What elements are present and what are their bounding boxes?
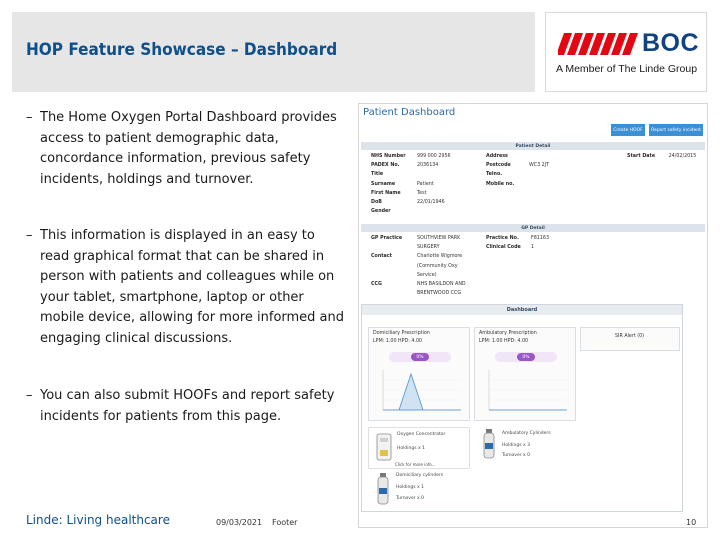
bullet-text: The Home Oxygen Portal Dashboard provides access to patient demographic data, concordance information, previous safety incidents, holdings and turnover. bbox=[40, 110, 337, 187]
bullet-text: This information is displayed in an easy to read graphical format that can be shared in person with patients and colleagues while on your tablet, smartphone, laptop or other mobile device, allowing for more informed and engaging clinical discussions. bbox=[40, 228, 345, 346]
sir-alert-card[interactable] bbox=[580, 327, 680, 351]
bullet-item bbox=[26, 226, 346, 349]
oxygen-concentrator-card[interactable] bbox=[368, 427, 470, 469]
click-more-link[interactable]: Click for more info... bbox=[395, 462, 436, 467]
footer-text: Footer bbox=[272, 518, 298, 527]
ambulatory-title: Ambulatory Prescription bbox=[479, 331, 537, 336]
domiciliary-cylinders-holdings: Holdings x 1 bbox=[396, 485, 424, 490]
slide-title: HOP Feature Showcase – Dashboard bbox=[26, 40, 338, 60]
gp-detail-header: GP Detail bbox=[361, 224, 705, 232]
dashboard-header: Dashboard bbox=[362, 305, 682, 315]
bullet-text: You can also submit HOOFs and report safety incidents for patients from this page. bbox=[40, 388, 335, 424]
ambulatory-cylinders-title: Ambulatory Cylinders bbox=[502, 431, 551, 436]
domiciliary-cylinders-title: Domiciliary cylinders bbox=[396, 473, 444, 478]
ambulatory-cylinders-card[interactable] bbox=[474, 427, 574, 467]
concentrator-title: Oxygen Concentrator bbox=[397, 432, 446, 437]
bullet-item bbox=[26, 108, 346, 190]
bullet-marker: – bbox=[26, 110, 33, 125]
domiciliary-usage-chart bbox=[373, 368, 465, 418]
boc-logo bbox=[545, 12, 707, 92]
logo-tagline: A Member of The Linde Group bbox=[556, 63, 698, 75]
address-field-values: WC3 2JT bbox=[529, 163, 550, 169]
sir-alert-label: SIR Alert (0) bbox=[615, 334, 645, 339]
ambulatory-progress bbox=[495, 352, 557, 362]
practice-field-values: F81163 1 bbox=[531, 236, 550, 251]
footer-date: 09/03/2021 bbox=[216, 518, 263, 527]
footer-brand: Linde: Living healthcare bbox=[26, 513, 170, 527]
ambulatory-pct: 0% bbox=[517, 353, 535, 361]
patient-field-labels: NHS Number PADEX No. Title Surname First Name DoB Gender bbox=[371, 154, 406, 215]
ambulatory-card[interactable] bbox=[474, 327, 576, 421]
gp-field-values: SOUTHVIEW PARK SURGERY Charlotte Wigmore (Community Oxy Service) NHS BASILDON AND BRENTWOOD CCG bbox=[417, 236, 466, 297]
create-hoof-button[interactable]: Create HOOF bbox=[611, 124, 645, 136]
cylinder-icon bbox=[482, 429, 496, 459]
start-date-field: Start Date 24/02/2015 bbox=[627, 154, 697, 159]
bullet-marker: – bbox=[26, 228, 33, 243]
gp-field-labels: GP Practice Contact CCG bbox=[371, 236, 403, 287]
domiciliary-cylinders-card[interactable] bbox=[368, 471, 468, 509]
ambulatory-sub: LPM: 1.00 HPD: 4.00 bbox=[479, 339, 529, 344]
practice-field-labels: Practice No. Clinical Code bbox=[486, 236, 521, 251]
ambulatory-usage-chart bbox=[479, 368, 571, 418]
patient-detail-header: Patient Detail bbox=[361, 142, 705, 150]
ambulatory-cylinders-holdings: Holdings x 3 bbox=[502, 443, 530, 448]
bullet-item bbox=[26, 386, 346, 427]
screenshot-title: Patient Dashboard bbox=[363, 107, 456, 118]
logo-stripes-icon bbox=[558, 33, 638, 55]
page-number: 10 bbox=[686, 518, 697, 527]
domiciliary-sub: LPM: 1.00 HPD: 4.00 bbox=[373, 339, 423, 344]
cylinder-icon bbox=[376, 473, 390, 505]
domiciliary-progress bbox=[389, 352, 451, 362]
ambulatory-cylinders-turnover: Turnover x 0 bbox=[502, 453, 530, 458]
dashboard-panel bbox=[361, 304, 683, 512]
concentrator-icon bbox=[375, 432, 393, 462]
domiciliary-card[interactable] bbox=[368, 327, 470, 421]
domiciliary-title: Domiciliary Prescription bbox=[373, 331, 430, 336]
report-incident-button[interactable]: Report safety incident bbox=[649, 124, 703, 136]
domiciliary-pct: 0% bbox=[411, 353, 429, 361]
logo-wordmark: BOC bbox=[642, 29, 700, 57]
dashboard-screenshot bbox=[358, 103, 708, 528]
address-field-labels: Address Postcode Telno. Mobile no. bbox=[486, 154, 515, 187]
domiciliary-cylinders-turnover: Turnover x 0 bbox=[396, 496, 424, 501]
concentrator-holdings: Holdings x 1 bbox=[397, 446, 425, 451]
patient-field-values: 999 000 2956 2036134 Patient Test 22/01/1946 bbox=[417, 154, 451, 206]
bullet-marker: – bbox=[26, 388, 33, 403]
